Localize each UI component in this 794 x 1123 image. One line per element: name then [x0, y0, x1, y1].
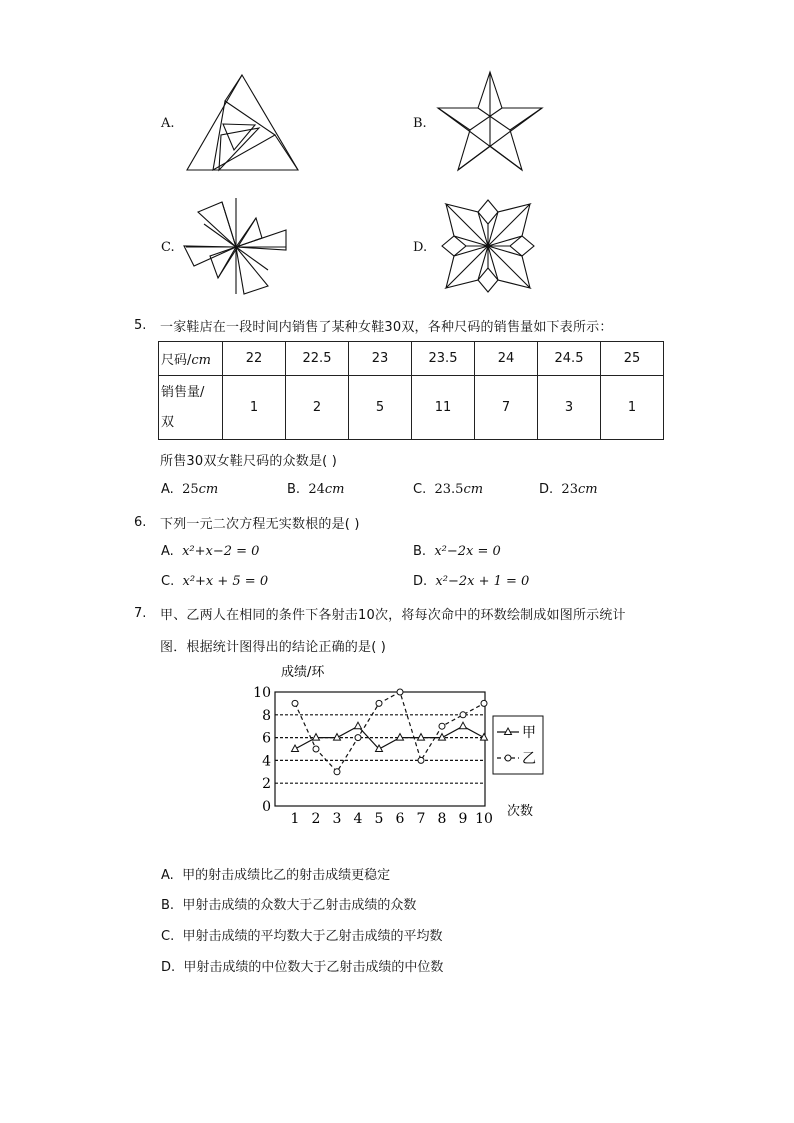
chart-x-tick-label: 8 [437, 811, 447, 827]
chart-point-yi [376, 700, 382, 706]
chart-point-yi [418, 757, 424, 763]
table-cell-sales: 1 [601, 376, 664, 440]
q7-text-line1: 甲、乙两人在相同的条件下各射击10次，将每次命中的环数绘制成如图所示统计 [160, 608, 626, 623]
table-cell-size: 22.5 [286, 342, 349, 376]
chart-y-tick-label: 8 [262, 707, 271, 724]
q4-figure-a-triangle [185, 73, 300, 173]
chart-x-axis-title: 次数 [507, 804, 534, 819]
chart-legend-label: 甲 [522, 725, 536, 741]
q4-option-c-label: C. [161, 240, 175, 255]
q7-text-line2: 图．根据统计图得出的结论正确的是( ) [160, 640, 387, 655]
chart-x-tick-label: 9 [458, 811, 468, 827]
q7-choice-a[interactable]: A. 甲的射击成绩比乙的射击成绩更稳定 [161, 868, 391, 883]
table-cell-size: 23 [349, 342, 412, 376]
chart-x-tick-label: 5 [374, 811, 384, 827]
q4-option-b-label: B. [413, 116, 427, 131]
q5-number: 5. [134, 318, 147, 333]
chart-point-yi [334, 769, 340, 775]
chart-x-tick-label: 3 [332, 811, 342, 827]
chart-point-yi [292, 700, 298, 706]
chart-y-tick-label: 4 [262, 753, 271, 770]
chart-y-tick-label: 2 [262, 776, 271, 793]
q6-choice-b[interactable]: B. x²−2x = 0 [413, 544, 501, 559]
chart-point-jia [460, 722, 467, 729]
table-row-sizes [159, 342, 664, 376]
chart-point-jia [313, 734, 320, 741]
q6-text: 下列一元二次方程无实数根的是( ) [160, 517, 360, 532]
chart-point-yi [397, 689, 403, 695]
table-row-sales [159, 376, 664, 440]
q5-choice-b[interactable]: B. 24cm [287, 482, 345, 497]
q7-number: 7. [134, 606, 147, 621]
q4-figure-b-star [438, 70, 544, 174]
chart-point-jia [397, 734, 404, 741]
table-cell-sales: 3 [538, 376, 601, 440]
q5-text: 一家鞋店在一段时间内销售了某种女鞋30双，各种尺码的销售量如下表所示： [160, 320, 613, 335]
chart-x-tick-label: 2 [311, 811, 321, 827]
table-cell-size: 23.5 [412, 342, 475, 376]
chart-y-tick-label: 0 [262, 799, 271, 815]
q7-choice-c[interactable]: C. 甲射击成绩的平均数大于乙射击成绩的平均数 [161, 929, 443, 944]
table-cell-size: 24 [475, 342, 538, 376]
table-cell-size: 24.5 [538, 342, 601, 376]
table-cell-sales: 7 [475, 376, 538, 440]
table-header-size: 尺码/cm [159, 342, 223, 376]
q6-choice-a[interactable]: A. x²+x−2 = 0 [161, 544, 260, 559]
table-cell-size: 22 [223, 342, 286, 376]
q4-option-d-label: D. [413, 240, 428, 255]
table-cell-sales: 2 [286, 376, 349, 440]
q5-choice-c[interactable]: C. 23.5cm [413, 482, 484, 497]
chart-point-jia [355, 722, 362, 729]
chart-y-axis-title: 成绩/环 [281, 665, 325, 680]
table-cell-size: 25 [601, 342, 664, 376]
q7-choice-d[interactable]: D. 甲射击成绩的中位数大于乙射击成绩的中位数 [161, 960, 444, 975]
q5-choice-a[interactable]: A. 25cm [161, 482, 219, 497]
q5-size-sales-table [158, 341, 664, 440]
chart-point-yi [355, 735, 361, 741]
table-cell-sales: 1 [223, 376, 286, 440]
chart-x-tick-label: 7 [416, 811, 426, 827]
chart-point-yi [313, 746, 319, 752]
q4-figure-d-flower [440, 198, 536, 294]
chart-x-tick-label: 10 [475, 811, 493, 827]
q6-choice-d[interactable]: D. x²−2x + 1 = 0 [413, 574, 530, 589]
chart-legend-marker-yi [505, 755, 511, 761]
q5-question: 所售30双女鞋尺码的众数是( ) [160, 454, 338, 469]
table-header-sales: 销售量/ 双 [159, 376, 223, 440]
table-cell-sales: 5 [349, 376, 412, 440]
chart-x-tick-label: 6 [395, 811, 405, 827]
chart-point-yi [481, 700, 487, 706]
q7-choice-b[interactable]: B. 甲射击成绩的众数大于乙射击成绩的众数 [161, 898, 417, 913]
q6-number: 6. [134, 515, 147, 530]
chart-point-jia [418, 734, 425, 741]
q5-choice-d[interactable]: D. 23cm [539, 482, 598, 497]
chart-x-tick-label: 4 [353, 811, 363, 827]
q7-line-chart [255, 660, 555, 830]
q4-figure-c-pinwheel [182, 194, 290, 300]
chart-point-yi [439, 723, 445, 729]
table-cell-sales: 11 [412, 376, 475, 440]
chart-x-tick-label: 1 [290, 811, 300, 827]
chart-y-tick-label: 10 [253, 685, 271, 701]
chart-point-yi [460, 712, 466, 718]
q4-option-a-label: A. [161, 116, 175, 131]
chart-y-tick-label: 6 [262, 730, 271, 747]
q6-choice-c[interactable]: C. x²+x + 5 = 0 [161, 574, 269, 589]
chart-legend-label: 乙 [522, 751, 536, 767]
